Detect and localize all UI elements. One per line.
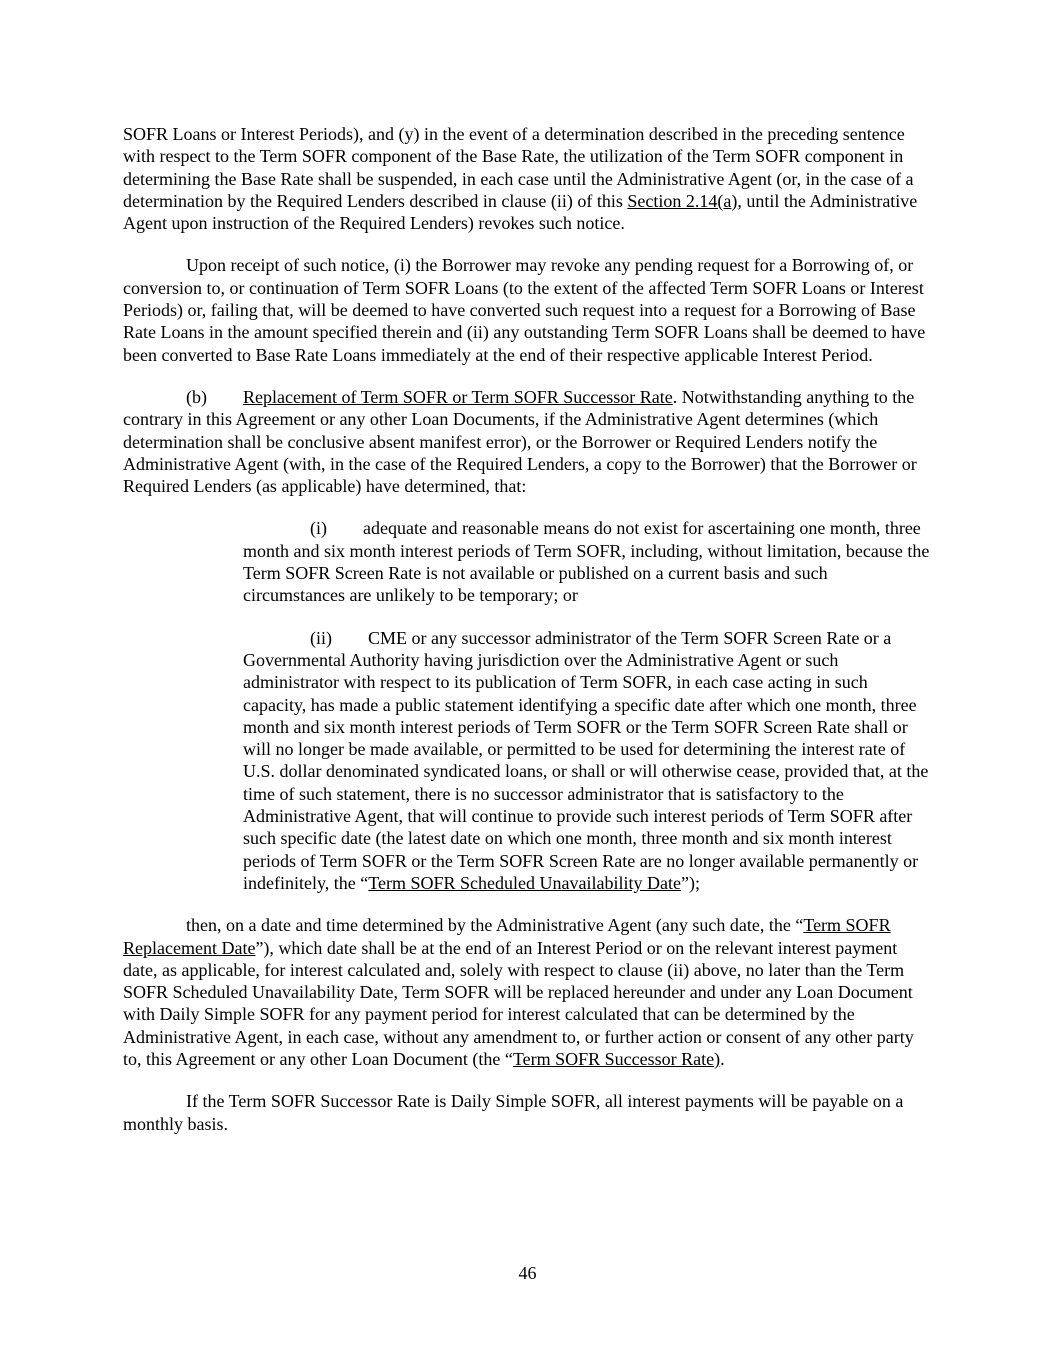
paragraph-replacement-date	[123, 914, 933, 1070]
paragraph-replacement-date-text-end: .	[720, 1048, 725, 1069]
paragraph-b-replacement	[123, 386, 933, 497]
paragraph-b-replacement-text: . Notwithstanding anything to the contrary in this Agreement or any other Loan Documents, if the Administrative Agent determines (which determination shall be conclusive absent manifest error), or the Borrower or Required Lenders notify the Administrative Agent (with, in the case of the Required Lenders, a copy to the Borrower) that the Borrower or Required Lenders (as applicable) have determined, that:	[123, 386, 917, 497]
defined-term-scheduled-unavailability-date: Term SOFR Scheduled Unavailability Date	[368, 872, 681, 893]
paragraph-sofr-suspension-text-end: , until the Administrative Agent upon instruction of the Required Lenders) revokes such notice.	[123, 190, 918, 234]
clause-b-label: (b)	[186, 386, 207, 407]
paragraph-replacement-date-text: then, on a date and time determined by the Administrative Agent (any such date, the “	[186, 915, 804, 936]
paragraph-monthly-basis	[123, 1090, 933, 1135]
defined-term-successor-rate: Term SOFR Successor Rate)	[512, 1048, 721, 1069]
clause-ii	[243, 627, 933, 895]
paragraph-notice-revocation-text: Upon receipt of such notice, (i) the Borrower may revoke any pending request for a Borrowing of, or conversion to, or continuation of Term SOFR Loans (to the extent of the affected Term SOFR Loans or Interest Periods) or, failing that, will be deemed to have converted such request into a request for a Borrowing of Base Rate Loans in the amount specified therein and (ii) any outstanding Term SOFR Loans shall be deemed to have been converted to Base Rate Loans immediately at the end of their respective applicable Interest Period.	[123, 255, 926, 365]
paragraph-notice-revocation	[123, 254, 933, 365]
clause-i-label: (i)	[310, 518, 327, 539]
paragraph-monthly-basis-text: If the Term SOFR Successor Rate is Daily Simple SOFR, all interest payments will be payable on a monthly basis.	[123, 1091, 904, 1134]
section-b-heading: Replacement of Term SOFR or Term SOFR Successor Rate	[243, 386, 673, 407]
defined-term-replacement-date: Term SOFR Replacement Date	[123, 915, 891, 958]
clause-ii-text: CME or any successor administrator of the Term SOFR Screen Rate or a Governmental Authority having jurisdiction over the Administrative Agent or such administrator with respect to its publication of Term SOFR, in each case acting in such capacity, has made a public statement identifying a specific date after which one month, three month and six month interest periods of Term SOFR or the Term SOFR Screen Rate shall or will no longer be made available, or permitted to be used for determining the interest rate of U.S. dollar denominated syndicated loans, or shall or will otherwise cease, provided that, at the time of such statement, there is no successor administrator that is satisfactory to the Administrative Agent, that will continue to provide such interest periods of Term SOFR after such specific date (the latest date on which one month, three month and six month interest periods of Term SOFR or the Term SOFR Screen Rate are no longer available permanently or indefinitely, the “	[243, 627, 929, 893]
clause-ii-label: (ii)	[310, 627, 332, 648]
paragraph-replacement-date-text-mid: ”), which date shall be at the end of an Interest Period or on the relevant interest payment date, as applicable, for interest calculated and, solely with respect to clause (ii) above, no later than the Term SOFR Scheduled Unavailability Date, Term SOFR will be replaced hereunder and under any Loan Document with Daily Simple SOFR for any payment period for interest calculated that can be determined by the Administrative Agent, in each case, without any amendment to, or further action or consent of any other party to, this Agreement or any other Loan Document (the “	[123, 937, 914, 1069]
clause-i-text: adequate and reasonable means do not exist for ascertaining one month, three month and six month interest periods of Term SOFR, including, without limitation, because the Term SOFR Screen Rate is not available or published on a current basis and such circumstances are unlikely to be temporary; or	[243, 518, 930, 606]
clause-ii-text-end: ”);	[680, 872, 700, 893]
section-2-14a-reference: Section 2.14(a)	[627, 190, 738, 211]
paragraph-sofr-suspension-text: SOFR Loans or Interest Periods), and (y) in the event of a determination described in the preceding sentence with respect to the Term SOFR component of the Base Rate, the utilization of the Term SOFR component in determining the Base Rate shall be suspended, in each case until the Administrative Agent (or, in the case of a determination by the Required Lenders described in clause (ii) of this	[123, 124, 914, 211]
page-number: 46	[518, 1263, 537, 1283]
clause-i	[243, 517, 933, 606]
paragraph-sofr-suspension	[123, 123, 933, 234]
